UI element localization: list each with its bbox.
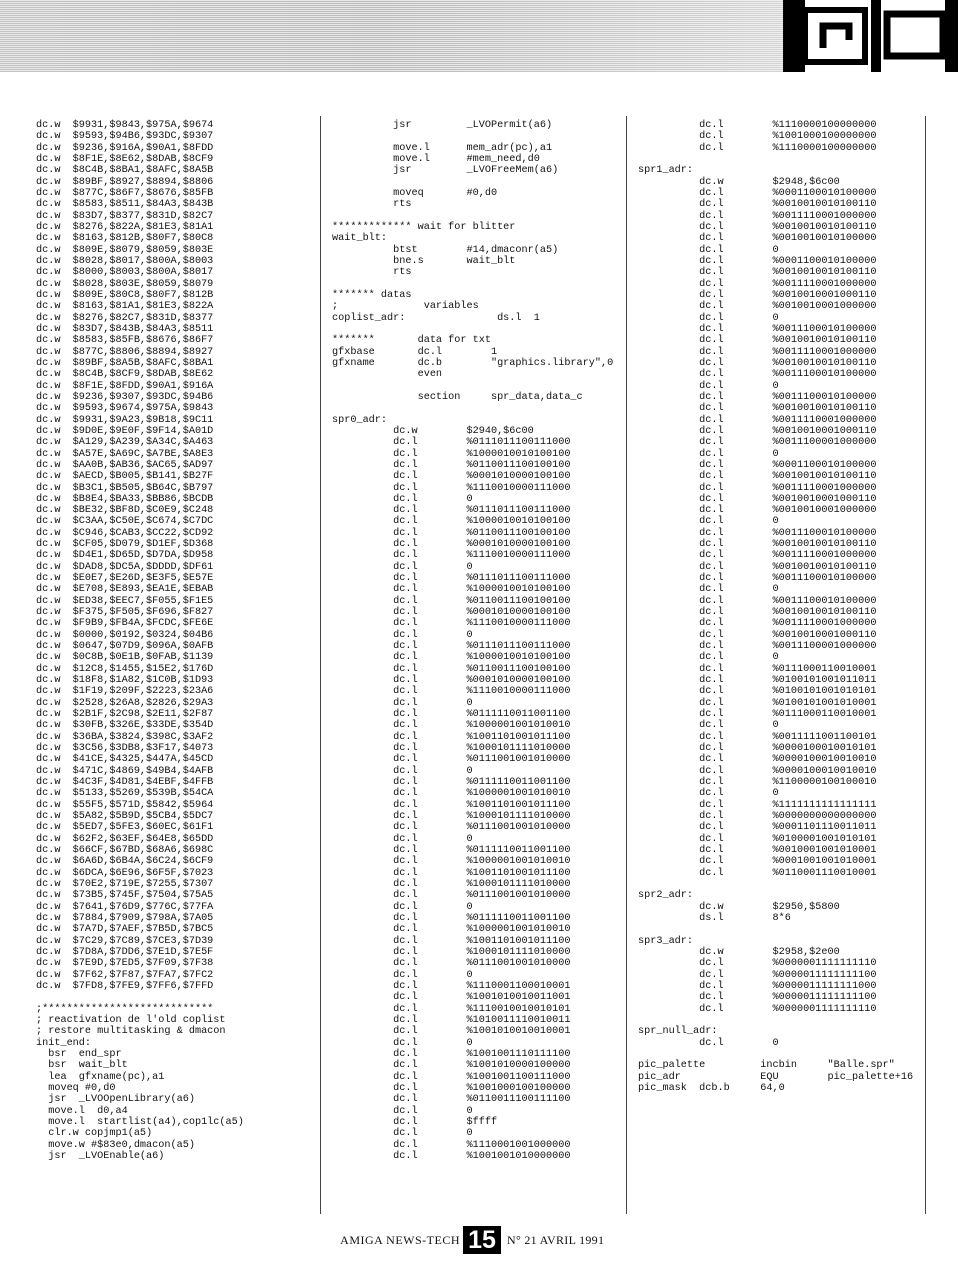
code-line: dc.w $0000,$0192,$0324,$04B6: [36, 629, 214, 641]
code-line: dc.l %1001010010011001: [332, 992, 571, 1004]
code-line: dc.l %0010010001000000: [638, 301, 877, 313]
code-line: pic_mask dcb.b 64,0: [638, 1082, 785, 1094]
code-line: dc.w $41CE,$4325,$447A,$45CD: [36, 754, 214, 766]
code-line: dc.w $2940,$6c00: [332, 425, 534, 437]
code-line: dc.w $8163,$81A1,$81E3,$822A: [36, 301, 214, 313]
code-line: dc.l %0011100001000000: [638, 641, 877, 653]
code-line: [638, 154, 913, 165]
code-line: gfxname dc.b "graphics.library",0: [332, 357, 614, 369]
code-line: dc.w $8F1E,$8E62,$8DAB,$8CF9: [36, 153, 214, 165]
code-line: dc.l %0111011100111000: [332, 437, 571, 449]
code-line: dc.w $809E,$80C8,$80F7,$812B: [36, 289, 214, 301]
code-line: dc.l %0010010010100110: [638, 561, 877, 573]
code-line: coplist_adr: ds.l 1: [332, 312, 540, 324]
code-line: dc.l %0011100010100000: [638, 595, 877, 607]
column-divider-right: [626, 116, 627, 1214]
code-line: dc.l %0110011100100100: [332, 527, 571, 539]
code-line: rts: [332, 267, 412, 279]
code-line: dc.l %0010010010100110: [638, 539, 877, 551]
code-line: dc.l %1110010000111000: [332, 618, 571, 630]
code-line: dc.l %0000001111111110: [638, 958, 877, 970]
code-line: dc.w $BE32,$BF8D,$C0E9,$C248: [36, 505, 214, 517]
code-line: dc.w $5ED7,$5FE3,$60EC,$61F1: [36, 822, 214, 834]
code-line: dc.w $5A82,$5B9D,$5CB4,$5DC7: [36, 811, 214, 823]
code-line: dc.w $8F1E,$8FDD,$90A1,$916A: [36, 380, 214, 392]
code-line: dc.w $9593,$94B6,$93DC,$9307: [36, 131, 214, 143]
code-line: dc.l %0010010010100110: [638, 221, 877, 233]
code-line: ******* data for txt: [332, 335, 491, 347]
code-line: dc.l 0: [638, 380, 779, 392]
code-line: dc.l %1001101001011100: [332, 935, 571, 947]
code-line: dc.l %1000101111010000: [332, 878, 571, 890]
page-edge-rule: [925, 116, 926, 1214]
code-line: [332, 177, 613, 188]
code-line: dc.w $877C,$8806,$8894,$8927: [36, 346, 214, 358]
code-line: dc.l %1001001100111000: [332, 1071, 571, 1083]
code-line: dc.l %0001010000100100: [332, 675, 571, 687]
code-line: dc.w $2950,$5800: [638, 901, 840, 913]
code-column-left: [36, 120, 244, 1162]
code-line: dc.w $D4E1,$D65D,$D7DA,$D958: [36, 550, 214, 562]
code-line: dc.l %0001100010100000: [638, 255, 877, 267]
code-line: dc.w $8276,$822A,$81E3,$81A1: [36, 221, 214, 233]
code-line: dc.l 0: [638, 244, 779, 256]
code-line: dc.l 0: [638, 448, 779, 460]
code-line: ds.l 8*6: [638, 912, 791, 924]
code-line: dc.l %0011100010100000: [638, 573, 877, 585]
code-line: dc.l 0: [638, 312, 779, 324]
code-line: dc.l %0010010010100110: [638, 403, 877, 415]
code-line: [638, 924, 913, 935]
code-line: dc.l %0110011100100100: [332, 595, 571, 607]
code-line: dc.l %0111001001010000: [332, 958, 571, 970]
code-line: move.l #mem_need,d0: [332, 153, 540, 165]
code-line: dc.l 0: [332, 493, 473, 505]
code-line: dc.l %1000101111010000: [332, 743, 571, 755]
code-line: dc.w $F9B9,$FB4A,$FCDC,$FE6E: [36, 618, 214, 630]
code-line: dc.w $AA0B,$AB36,$AC65,$AD97: [36, 459, 214, 471]
code-line: dc.w $2528,$26A8,$2826,$29A3: [36, 697, 214, 709]
code-line: spr1_adr:: [638, 165, 694, 177]
code-line: dc.w $A57E,$A69C,$A7BE,$A8E3: [36, 448, 214, 460]
code-line: dc.l %1000001001010010: [332, 924, 571, 936]
code-line: dc.l %0000011111111100: [638, 969, 877, 981]
code-line: dc.l %0111110011001100: [332, 912, 571, 924]
code-line: dc.w $8276,$82C7,$831D,$8377: [36, 312, 214, 324]
code-line: move.l mem_adr(pc),a1: [332, 142, 553, 154]
code-line: dc.w $18F8,$1A82,$1C0B,$1D93: [36, 675, 214, 687]
code-line: dc.l %0010010001000110: [638, 289, 877, 301]
code-line: dc.w $CF05,$D079,$D1EF,$D368: [36, 539, 214, 551]
code-line: dc.l 0: [332, 833, 473, 845]
code-line: dc.l %1001010000100000: [332, 1060, 571, 1072]
code-line: dc.w $3C56,$3DB8,$3F17,$4073: [36, 743, 214, 755]
code-line: [638, 1015, 913, 1026]
code-line: dc.w $C3AA,$C50E,$C674,$C7DC: [36, 516, 214, 528]
code-line: dc.w $2948,$6c00: [638, 176, 840, 188]
code-line: dc.l %0111001001010000: [332, 822, 571, 834]
code-line: dc.l 0: [332, 561, 473, 573]
code-line: wait_blt:: [332, 233, 388, 245]
code-line: dc.l %1010011110010011: [332, 1014, 571, 1026]
code-line: dc.l %1110010000111000: [332, 686, 571, 698]
code-line: even: [332, 369, 443, 381]
code-column-right: [638, 120, 913, 1094]
code-line: dc.w $55F5,$571D,$5842,$5964: [36, 799, 214, 811]
code-line: dc.w $83D7,$8377,$831D,$82C7: [36, 210, 214, 222]
code-line: dc.l %0010010010100110: [638, 267, 877, 279]
code-line: dc.w $ED38,$EEC7,$F055,$F1E5: [36, 595, 214, 607]
code-line: ; variables: [332, 301, 479, 313]
code-line: dc.w $809E,$8079,$8059,$803E: [36, 244, 214, 256]
code-line: dc.l 0: [332, 1105, 473, 1117]
code-line: dc.l %0001001001010001: [638, 856, 877, 868]
code-line: dc.l %1110010010010101: [332, 1003, 571, 1015]
code-line: dc.l %0000000000000000: [638, 811, 877, 823]
code-line: dc.w $E0E7,$E26D,$E3F5,$E57E: [36, 573, 214, 585]
code-line: dc.l %0011100010100000: [638, 323, 877, 335]
code-line: dc.l %0111011100111000: [332, 573, 571, 585]
code-line: dc.w $7D8A,$7DD6,$7E1D,$7E5F: [36, 946, 214, 958]
code-line: dc.w $9236,$916A,$90A1,$8FDD: [36, 142, 214, 154]
code-line: dc.l 0: [332, 1128, 473, 1140]
code-line: ; restore multitasking & dmacon: [36, 1026, 226, 1038]
code-line: section spr_data,data_c: [332, 391, 583, 403]
code-line: dc.l %0010010001000110: [638, 425, 877, 437]
code-line: dc.l %1000001001010010: [332, 720, 571, 732]
code-line: dc.w $12C8,$1455,$15E2,$176D: [36, 663, 214, 675]
code-line: dc.w $C946,$CAB3,$CC22,$CD92: [36, 527, 214, 539]
code-line: dc.l %0010010010100110: [638, 471, 877, 483]
code-line: dc.w $8163,$812B,$80F7,$80C8: [36, 233, 214, 245]
code-line: dc.l %0010010010100000: [638, 233, 877, 245]
code-line: [332, 279, 613, 290]
code-line: dc.l %0011110001000000: [638, 210, 877, 222]
code-line: dc.l %0011100010100000: [638, 527, 877, 539]
code-line: ;****************************: [36, 1003, 214, 1015]
code-line: dc.w $471C,$4869,$49B4,$4AFB: [36, 765, 214, 777]
code-line: dc.l %0110011100111100: [332, 1094, 571, 1106]
column-divider-left: [320, 116, 321, 1214]
code-line: dc.l %0011100001000000: [638, 437, 877, 449]
code-line: dc.w $9593,$9674,$975A,$9843: [36, 403, 214, 415]
code-line: dc.l %1100000100100010: [638, 777, 877, 789]
code-line: dc.l %0010010010100110: [638, 199, 877, 211]
code-line: [332, 381, 613, 392]
code-line: dc.w $2958,$2e00: [638, 946, 840, 958]
code-line: dc.l %1110001001000000: [332, 1139, 571, 1151]
code-line: pic_palette incbin "Balle.spr": [638, 1060, 895, 1072]
code-line: bne.s wait_blt: [332, 255, 516, 267]
code-line: dc.l %0011110001000000: [638, 482, 877, 494]
code-line: dc.l %0010010010100110: [638, 607, 877, 619]
code-line: dc.l %1001001010000000: [332, 1150, 571, 1162]
code-line: dc.l %1110000100000000: [638, 120, 877, 131]
code-line: moveq #0,d0: [332, 187, 498, 199]
code-line: dc.l %0110011100100100: [332, 459, 571, 471]
code-line: dc.l %1000001001010010: [332, 856, 571, 868]
code-line: dc.l 0: [332, 629, 473, 641]
code-line: lea gfxname(pc),a1: [36, 1071, 165, 1083]
code-line: dc.l 0: [638, 584, 779, 596]
code-line: dc.l %1001101001011100: [332, 867, 571, 879]
code-line: dc.l %1000010010100100: [332, 584, 571, 596]
code-line: dc.w $8583,$85FB,$8676,$86F7: [36, 335, 214, 347]
code-line: dc.l %0010010001000000: [638, 505, 877, 517]
code-line: init_end:: [36, 1037, 92, 1049]
code-line: dc.l %0000100010010010: [638, 754, 877, 766]
code-line: dc.w $8028,$8017,$800A,$8003: [36, 255, 214, 267]
code-line: dc.w $73B5,$745F,$7504,$75A5: [36, 890, 214, 902]
code-line: dc.w $7884,$7909,$798A,$7A05: [36, 912, 214, 924]
code-line: dc.w $0647,$07D9,$096A,$0AFB: [36, 641, 214, 653]
code-line: jsr _LVOEnable(a6): [36, 1150, 165, 1162]
code-line: dc.w $8C4B,$8BA1,$8AFC,$8A5B: [36, 165, 214, 177]
code-line: dc.l 0: [332, 1037, 473, 1049]
code-line: dc.w $B8E4,$BA33,$BB86,$BCDB: [36, 493, 214, 505]
code-line: dc.w $9931,$9A23,$9B18,$9C11: [36, 414, 214, 426]
code-line: move.l d0,a4: [36, 1105, 128, 1117]
code-line: dc.l %0001100010100000: [638, 187, 877, 199]
code-line: dc.w $70E2,$719E,$7255,$7307: [36, 878, 214, 890]
code-line: dc.l %0111110011001100: [332, 845, 571, 856]
code-line: rts: [332, 199, 412, 211]
code-line: dc.l %0111001001010000: [332, 754, 571, 766]
code-line: dc.w $A129,$A239,$A34C,$A463: [36, 437, 214, 449]
code-line: dc.w $7F62,$7F87,$7FA7,$7FC2: [36, 969, 214, 981]
code-line: dc.w $8C4B,$8CF9,$8DAB,$8E62: [36, 369, 214, 381]
code-line: dc.l %1001101001011100: [332, 731, 571, 743]
code-line: dc.w $E708,$E893,$EA1E,$EBAB: [36, 584, 214, 596]
code-line: dc.l %0011110001000000: [638, 414, 877, 426]
code-line: dc.l %0010010010100110: [638, 357, 877, 369]
code-line: dc.l %1001001110111100: [332, 1048, 571, 1060]
code-line: [638, 879, 913, 890]
code-line: dc.l %0001010000100100: [332, 471, 571, 483]
code-line: [332, 211, 613, 222]
code-line: dc.l %0001100010100000: [638, 459, 877, 471]
code-line: dc.l 0: [332, 901, 473, 913]
code-line: dc.l %0011110001000000: [638, 346, 877, 358]
code-line: dc.l %0100101001011011: [638, 675, 877, 687]
code-line: dc.l %1000010010100100: [332, 448, 571, 460]
code-line: dc.w $36BA,$3824,$398C,$3AF2: [36, 731, 214, 743]
code-line: dc.l %0111001001010000: [332, 890, 571, 902]
page-footer: [0, 1226, 958, 1256]
code-line: spr2_adr:: [638, 890, 694, 902]
magazine-name: AMIGA NEWS-TECH: [340, 1233, 460, 1247]
code-line: dc.l %1000001001010010: [332, 788, 571, 800]
code-line: dc.w $7641,$76D9,$776C,$77FA: [36, 901, 214, 913]
code-line: dc.w $0C8B,$0E1B,$0FAB,$1139: [36, 652, 214, 664]
code-line: dc.l %0111110011001100: [332, 709, 571, 721]
code-line: dc.w $7E9D,$7ED5,$7F09,$7F38: [36, 958, 214, 970]
code-line: dc.w $9236,$9307,$93DC,$94B6: [36, 391, 214, 403]
code-line: dc.l %1000010010100100: [332, 516, 571, 528]
code-line: move.l startlist(a4),cop1lc(a5): [36, 1116, 244, 1128]
code-line: dc.w $F375,$F505,$F696,$F827: [36, 607, 214, 619]
code-line: dc.l %1001010010010001: [332, 1026, 571, 1038]
code-line: dc.w $89BF,$8927,$8894,$8806: [36, 176, 214, 188]
code-line: dc.l %0010010001000110: [638, 493, 877, 505]
page-number: 15: [463, 1226, 501, 1254]
code-line: dc.w $6A6D,$6B4A,$6C24,$6CF9: [36, 856, 214, 868]
code-line: dc.l %0111000110010001: [638, 663, 877, 675]
code-line: dc.l %1000010010100100: [332, 652, 571, 664]
code-line: [36, 992, 244, 1003]
code-line: jsr _LVOOpenLibrary(a6): [36, 1094, 195, 1106]
code-line: dc.w $8000,$8003,$800A,$8017: [36, 267, 214, 279]
code-line: dc.l %0111000110010001: [638, 709, 877, 721]
code-line: dc.w $1F19,$209F,$2223,$23A6: [36, 686, 214, 698]
code-line: dc.l %1000101111010000: [332, 946, 571, 958]
code-line: dc.l %0000001111111110: [638, 1003, 877, 1015]
code-line: dc.l 0: [638, 516, 779, 528]
code-line: spr_null_adr:: [638, 1026, 718, 1038]
code-line: dc.l %0111011100111000: [332, 641, 571, 653]
code-line: dc.l %1001000100100000: [332, 1082, 571, 1094]
code-line: dc.l 0: [332, 969, 473, 981]
code-line: ************* wait for blitter: [332, 221, 516, 233]
code-line: move.w #$83e0,dmacon(a5): [36, 1139, 195, 1151]
code-line: ******* datas: [332, 289, 412, 301]
code-line: spr0_adr:: [332, 414, 388, 426]
code-line: dc.l %0011100010100000: [638, 391, 877, 403]
code-line: spr3_adr:: [638, 935, 694, 947]
code-line: dc.l %0001010000100100: [332, 539, 571, 551]
code-line: dc.l 0: [332, 765, 473, 777]
code-line: dc.l 0: [332, 697, 473, 709]
code-line: dc.l %0100101001010001: [638, 697, 877, 709]
code-line: dc.l 0: [638, 788, 779, 800]
code-line: dc.l %0011110001000000: [638, 618, 877, 630]
code-line: dc.l %0011111001100101: [638, 731, 877, 743]
code-line: [332, 324, 613, 335]
code-line: dc.w $7A7D,$7AEF,$7B5D,$7BC5: [36, 924, 214, 936]
code-line: dc.l %0010010001000110: [638, 629, 877, 641]
code-line: dc.l %0100101001010101: [638, 686, 877, 698]
code-line: dc.w $8583,$8511,$84A3,$843B: [36, 199, 214, 211]
code-line: dc.l %1110010000111000: [332, 550, 571, 562]
code-line: dc.l %1110010000111000: [332, 482, 571, 494]
code-column-middle: [332, 120, 613, 1162]
code-line: dc.l %0111110011001100: [332, 777, 571, 789]
code-line: dc.w $89BF,$8A5B,$8AFC,$8BA1: [36, 357, 214, 369]
code-line: dc.l %0000100010010010: [638, 765, 877, 777]
code-line: dc.l %0010001001010001: [638, 845, 877, 856]
code-line: dc.w $7FD8,$7FE9,$7FF6,$7FFD: [36, 980, 214, 992]
code-line: dc.w $6DCA,$6E96,$6F5F,$7023: [36, 867, 214, 879]
code-line: dc.w $AECD,$B005,$B141,$B27F: [36, 471, 214, 483]
code-line: dc.w $62F2,$63EF,$64E8,$65DD: [36, 833, 214, 845]
code-line: dc.l %1110000100000000: [638, 142, 877, 154]
code-line: [332, 403, 613, 414]
column-logo: [783, 0, 958, 72]
code-line: dc.l %1110001100010001: [332, 980, 571, 992]
code-line: dc.l %1001101001011100: [332, 799, 571, 811]
code-line: dc.l %1001000100000000: [638, 131, 877, 143]
code-line: dc.l %0011100010100000: [638, 369, 877, 381]
code-line: dc.l %0110001110010001: [638, 867, 877, 879]
code-line: dc.w $B3C1,$B505,$B64C,$B797: [36, 482, 214, 494]
code-line: dc.l %0001101110011011: [638, 822, 877, 834]
code-line: moveq #0,d0: [36, 1082, 116, 1094]
issue-info: N° 21 AVRIL 1991: [507, 1233, 605, 1247]
code-line: jsr _LVOPermit(a6): [332, 120, 553, 131]
code-line: dc.l %0011110001000000: [638, 278, 877, 290]
code-line: dc.w $DAD8,$DC5A,$DDDD,$DF61: [36, 561, 214, 573]
code-line: bsr end_spr: [36, 1048, 122, 1060]
code-line: dc.l 0: [638, 652, 779, 664]
code-line: btst #14,dmaconr(a5): [332, 244, 559, 256]
code-line: dc.w $8028,$803E,$8059,$8079: [36, 278, 214, 290]
code-line: gfxbase dc.l 1: [332, 346, 498, 358]
code-line: dc.l $ffff: [332, 1116, 498, 1128]
code-line: dc.w $5133,$5269,$539B,$54CA: [36, 788, 214, 800]
code-line: dc.w $877C,$86F7,$8676,$85FB: [36, 187, 214, 199]
code-line: dc.l %0010010010100110: [638, 335, 877, 347]
code-line: dc.w $66CF,$67BD,$68A6,$698C: [36, 845, 214, 856]
code-line: dc.l %1111111111111111: [638, 799, 877, 811]
code-line: dc.l %0110011100100100: [332, 663, 571, 675]
code-line: dc.w $9D0E,$9E0F,$9F14,$A01D: [36, 425, 214, 437]
code-line: dc.l %0000011111111100: [638, 992, 877, 1004]
code-line: jsr _LVOFreeMem(a6): [332, 165, 559, 177]
code-line: dc.w $30FB,$326E,$33DE,$354D: [36, 720, 214, 732]
code-line: clr.w copjmp1(a5): [36, 1128, 153, 1140]
code-line: dc.l %0100001001010101: [638, 833, 877, 845]
code-line: dc.l 0: [638, 720, 779, 732]
code-line: [332, 131, 613, 142]
code-line: dc.w $83D7,$843B,$84A3,$8511: [36, 323, 214, 335]
code-line: dc.w $9931,$9843,$975A,$9674: [36, 120, 214, 131]
code-line: dc.l %0001010000100100: [332, 607, 571, 619]
code-line: ; reactivation de l'old coplist: [36, 1014, 226, 1026]
code-line: dc.l %0111011100111000: [332, 505, 571, 517]
code-line: bsr wait_blt: [36, 1060, 128, 1072]
code-line: dc.l %0011110001000000: [638, 550, 877, 562]
code-line: dc.l %0000011111111000: [638, 980, 877, 992]
code-line: dc.l 0: [638, 1037, 779, 1049]
code-line: dc.w $4C3F,$4D81,$4EBF,$4FFB: [36, 777, 214, 789]
code-line: pic_adr EQU pic_palette+16: [638, 1071, 914, 1083]
code-line: [638, 1049, 913, 1060]
code-line: dc.l %0000100010010101: [638, 743, 877, 755]
code-line: dc.w $7C29,$7C89,$7CE3,$7D39: [36, 935, 214, 947]
code-line: dc.w $2B1F,$2C98,$2E11,$2F87: [36, 709, 214, 721]
code-line: dc.l %1000101111010000: [332, 811, 571, 823]
